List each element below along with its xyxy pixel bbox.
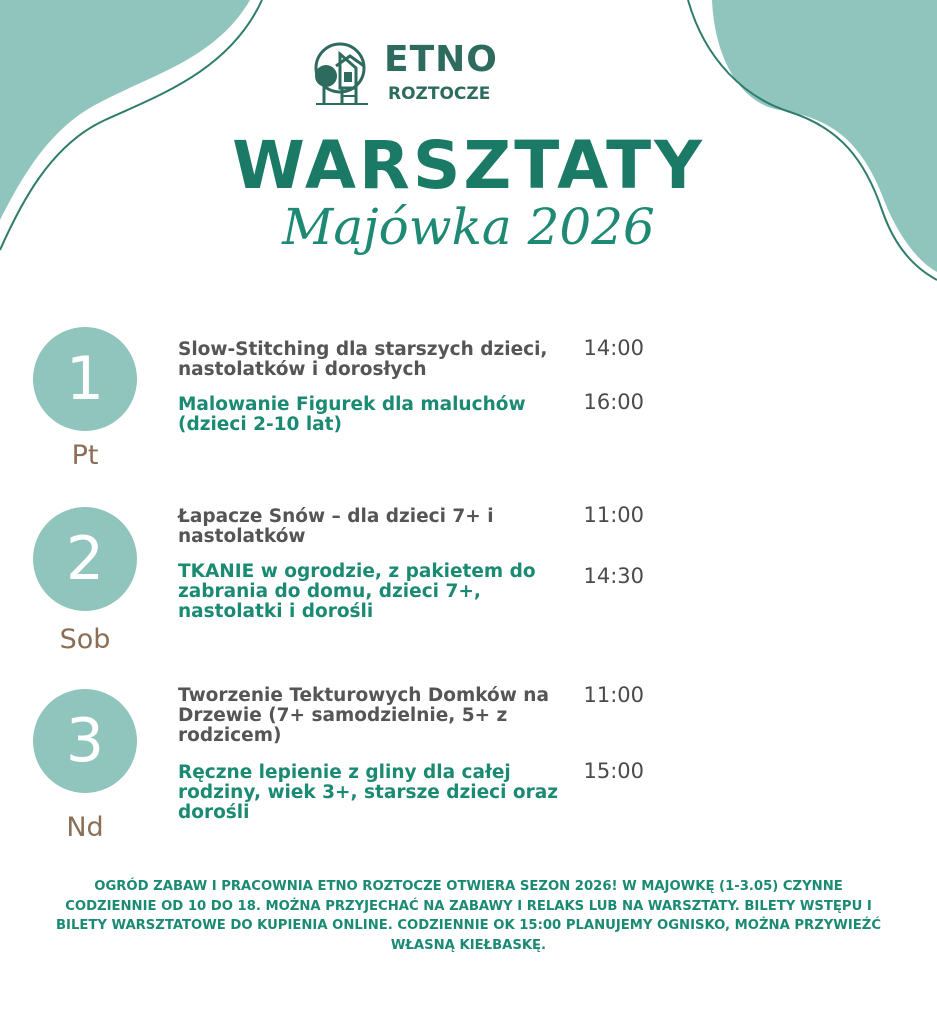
day-name: Sob [59,624,111,655]
event-title: Ręczne lepienie z gliny dla całej rodziny, wiek 3+, starsze dzieci oraz dorośli [178,762,558,823]
event-time: 16:00 [583,390,644,414]
tree-house-icon [312,38,378,108]
event-time: 15:00 [583,759,644,783]
event-time: 14:00 [583,336,644,360]
page-title: WARSZTATY [232,127,705,204]
event-time: 11:00 [583,683,644,707]
footer-info-text: OGRÓD ZABAW I PRACOWNIA ETNO ROZTOCZE OTWIERA SEZON 2026! W MAJOWKĘ (1-3.05) CZYNNE CODZIENNIE OD 10 DO 18. MOŻNA PRZYJECHAĆ NA ZABAWY I RELAKS LUB NA WARSZTATY. BILETY WSTĘPU I BILETY WARSZTATOWE DO KUPIENIA ONLINE. CODZIENNIE OK 15:00 PLANUJEMY OGNISKO, MOŻNA PRZYWIEŹĆ WŁASNĄ KIEŁBASKĘ. [55,879,882,953]
event-time: 11:00 [583,503,644,527]
event-title: Slow-Stitching dla starszych dzieci, nastolatków i dorosłych [178,339,548,380]
day-name: Nd [66,812,104,843]
brand-name: ETNO [384,39,498,80]
day-number-badge: 3 [33,689,137,793]
day-number-badge: 2 [33,507,137,611]
event-title: TKANIE w ogrodzie, z pakietem do zabrania do domu, dzieci 7+, nastolatki i dorośli [178,561,536,622]
event-title: Tworzenie Tekturowych Domków na Drzewie (7+ samodzielnie, 5+ z rodzicem) [178,685,549,746]
event-time: 14:30 [583,564,644,588]
day-name: Pt [71,440,99,471]
page-subtitle: Majówka 2026 [282,198,655,256]
brand-logo [312,38,512,110]
day-number-badge: 1 [33,327,137,431]
brand-sub: ROZTOCZE [388,84,491,104]
event-title: Malowanie Figurek dla maluchów (dzieci 2-10 lat) [178,394,526,435]
event-title: Łapacze Snów – dla dzieci 7+ i nastolatków [178,506,494,547]
